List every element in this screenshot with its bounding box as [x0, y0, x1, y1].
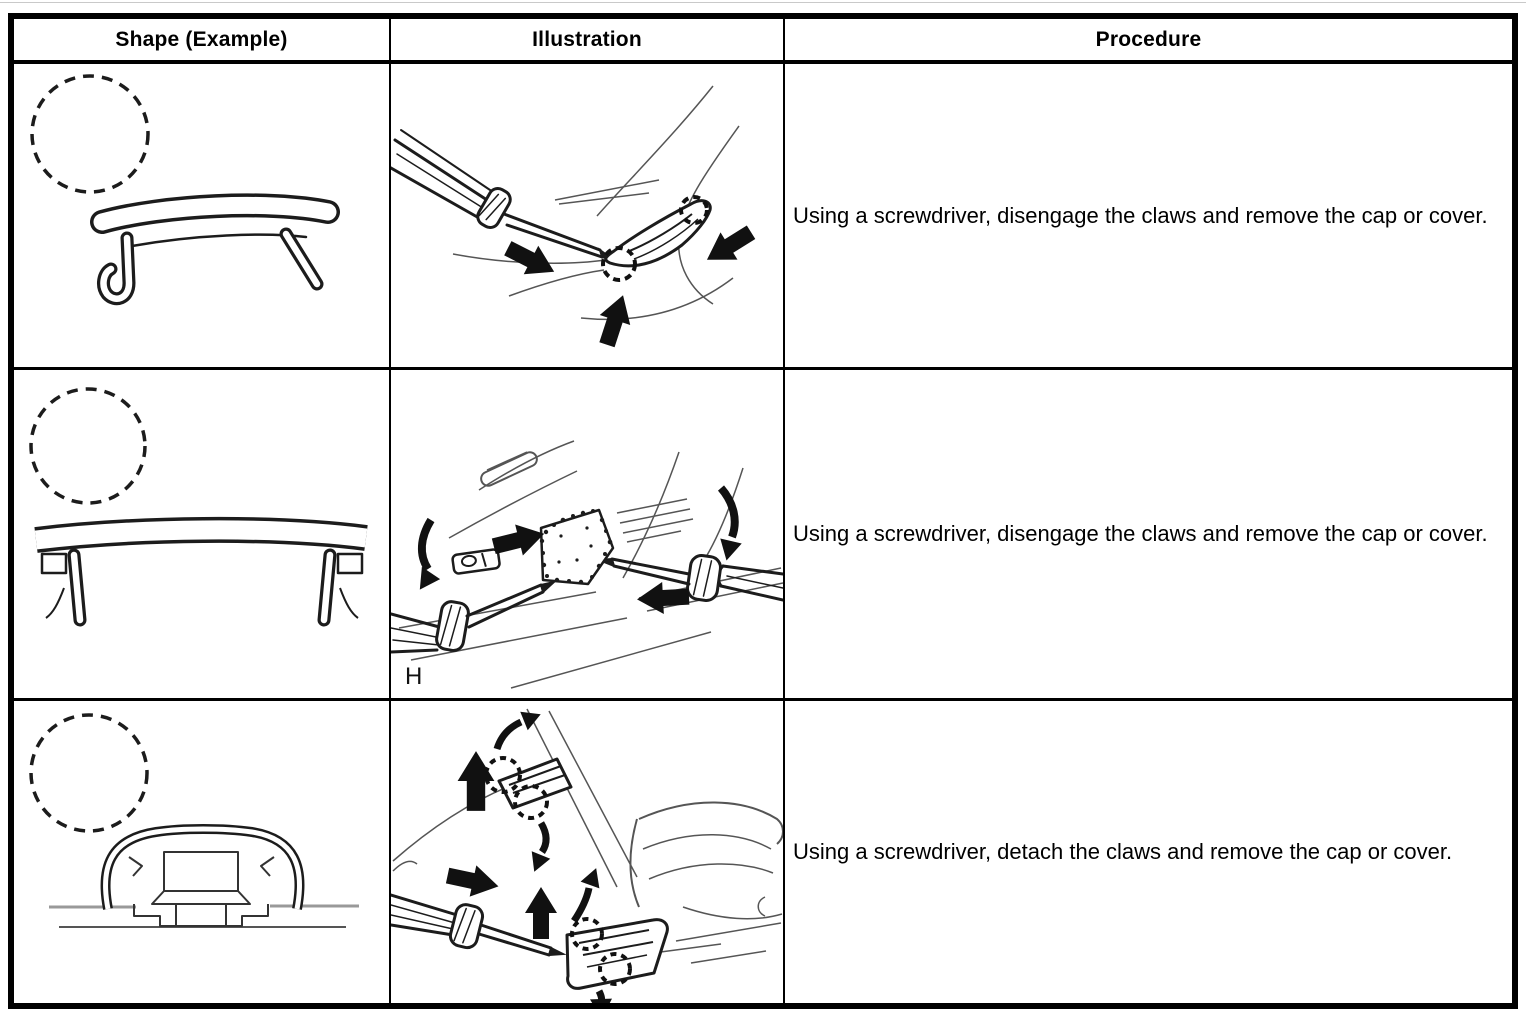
flat-cap-drawing — [36, 530, 366, 620]
illustration-label-h: H — [405, 663, 423, 690]
small-clip-piece — [452, 549, 500, 574]
row1-shape-cell — [14, 64, 391, 370]
row3-shape-cell — [14, 701, 391, 1003]
upper-cap-piece — [486, 758, 571, 818]
curved-arrow-up-icon — [581, 865, 606, 889]
header-shape-example-label: Shape (Example) — [115, 27, 288, 51]
row1-procedure-cell — [785, 64, 1512, 370]
header-illustration-label: Illustration — [532, 27, 642, 51]
arrow-down-left-icon — [698, 219, 759, 274]
dashed-circle-callout — [32, 76, 148, 192]
arrow-up-icon — [525, 887, 557, 939]
row2-procedure-cell — [785, 370, 1512, 701]
center-cap-piece — [540, 509, 613, 584]
screwdriver-detaching-seat-caps — [391, 701, 783, 1003]
dome-cap-drawing — [49, 829, 359, 927]
page-top-rule — [0, 2, 1526, 3]
header-illustration — [391, 19, 785, 64]
arrow-right-icon — [444, 860, 502, 902]
clip-cap-drawing — [102, 205, 328, 298]
screwdriver-prying-cap-two-claws — [391, 64, 783, 367]
row2-shape-cell — [14, 370, 391, 701]
row1-illustration-cell — [391, 64, 785, 370]
row1-procedure-text: Using a screwdriver, disengage the claws and remove the cap or cover. — [793, 202, 1488, 228]
lower-cap-piece — [567, 919, 667, 988]
curved-arrow-down-icon — [525, 851, 550, 875]
right-screwdriver-icon — [599, 554, 783, 602]
cap-piece — [606, 201, 710, 266]
curved-arrow-down-icon — [716, 539, 742, 563]
row3-procedure-text: Using a screwdriver, detach the claws and remove the cap or cover. — [793, 839, 1453, 864]
arrow-up-icon — [592, 290, 639, 349]
dashed-circle-callout — [31, 715, 147, 831]
row3-illustration-cell — [391, 701, 785, 1003]
row2-illustration-cell — [391, 370, 785, 701]
dashed-circle-callout — [31, 389, 145, 503]
curved-arrow-down-left-icon — [411, 567, 440, 596]
dome-cap-over-retainer-cross-section — [14, 701, 389, 1003]
row3-procedure-cell — [785, 701, 1512, 1003]
curved-arrow-up-right-icon — [520, 705, 544, 730]
hooked-clip-cap-cross-section — [14, 64, 389, 367]
left-screwdriver-icon — [391, 582, 554, 652]
cap-removal-procedure-table — [8, 13, 1518, 1009]
row2-procedure-text: Using a screwdriver, disengage the claws and remove the cap or cover. — [793, 521, 1488, 546]
header-shape-example — [14, 19, 391, 64]
arrow-down-icon — [590, 999, 613, 1003]
header-procedure-label: Procedure — [1095, 27, 1202, 51]
two-screwdrivers-prying-center-cap — [391, 370, 783, 698]
header-procedure — [785, 19, 1512, 64]
arrow-left-icon — [636, 581, 690, 616]
wide-flat-cap-with-two-legs — [14, 370, 389, 698]
